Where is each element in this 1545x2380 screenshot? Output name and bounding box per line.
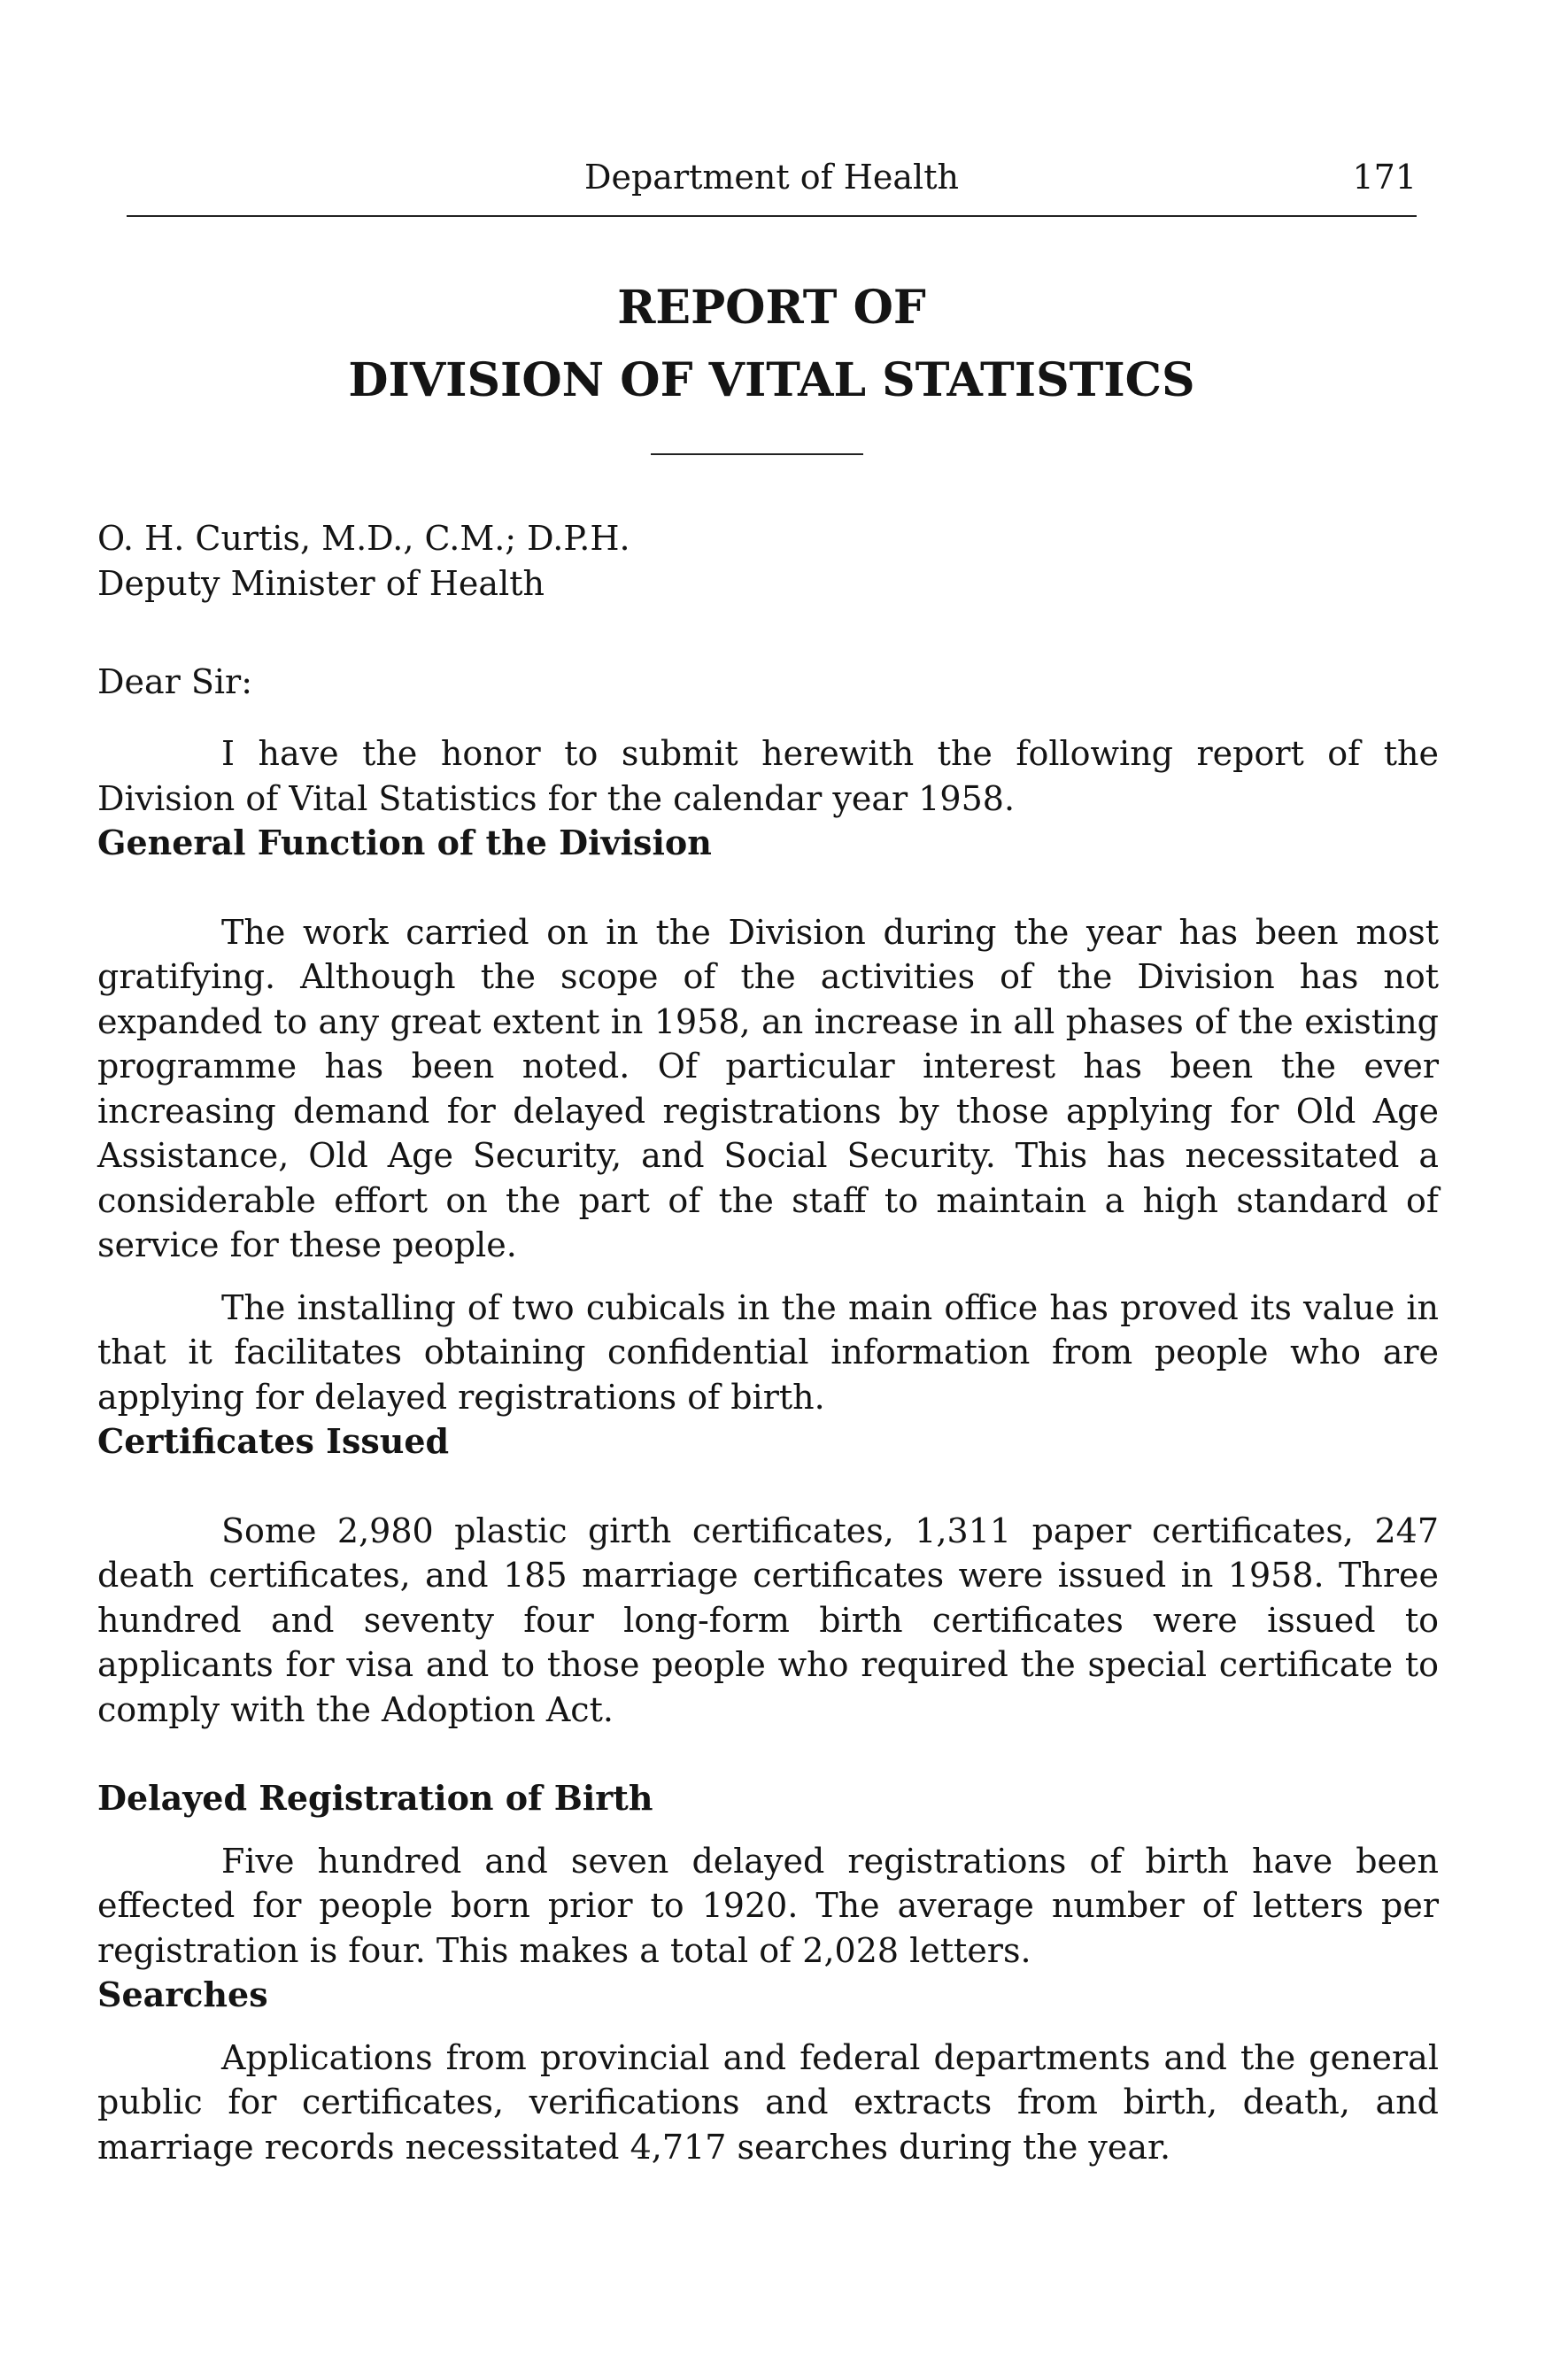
addressee-block	[97, 516, 1439, 606]
body-paragraph: Applications from provincial and federal departments and the general public for certificates, verifications and extracts from birth, death, and marriage records necessitated 4,717 searches during the year.	[97, 2037, 1439, 2167]
header-rule	[127, 215, 1417, 217]
page-number: 171	[1352, 158, 1417, 197]
running-head	[127, 155, 1417, 208]
report-title-line-2: DIVISION OF VITAL STATISTICS	[348, 353, 1195, 407]
body-paragraph: Some 2,980 plastic girth certificates, 1,311 paper certificates, 247 death certificates, and 185 marriage certificates were issued in 1958. Three hundred and seventy four long-form birth certificates were issued to applicants for visa and to those people who required the special certificate to comply with the Adoption Act.	[97, 1511, 1439, 1729]
report-title-line-1: REPORT OF	[617, 281, 926, 335]
report-body	[97, 731, 1439, 2169]
addressee-name: O. H. Curtis, M.D., C.M.; D.P.H.	[97, 519, 630, 558]
running-title: Department of Health	[584, 158, 959, 197]
body-paragraph: The work carried on in the Division during the year has been most gratifying. Although the scope of the activities of the Division has not expanded to any great extent in 1958, an increase in all phases of the existing programme has been noted. Of particular interest has been the ever increasing demand for delayed registrations by those applying for Old Age Assistance, Old Age Security, and Social Security. This has necessitated a considerable effort on the part of the staff to maintain a high standard of service for these people.	[97, 912, 1439, 1264]
body-paragraph: The installing of two cubicals in the main office has proved its value in that it facilitates obtaining confidential information from people who are applying for delayed registrations of birth.	[97, 1287, 1439, 1417]
section-heading: Certificates Issued	[97, 1421, 450, 1461]
section-heading: General Function of the Division	[97, 823, 712, 862]
report-title	[127, 272, 1417, 417]
section-heading: Searches	[97, 1974, 268, 2014]
body-paragraph: Five hundred and seven delayed registrations of birth have been effected for people born prior to 1920. The average number of letters per registration is four. This makes a total of 2,028 letters.	[97, 1841, 1439, 1970]
title-rule	[651, 453, 863, 455]
addressee-position: Deputy Minister of Health	[97, 563, 545, 603]
section-heading: Delayed Registration of Birth	[97, 1778, 653, 1818]
salutation: Dear Sir:	[97, 662, 253, 701]
intro-paragraph: I have the honor to submit herewith the following report of the Division of Vital Statistics for the calendar year 1958.	[97, 734, 1439, 818]
